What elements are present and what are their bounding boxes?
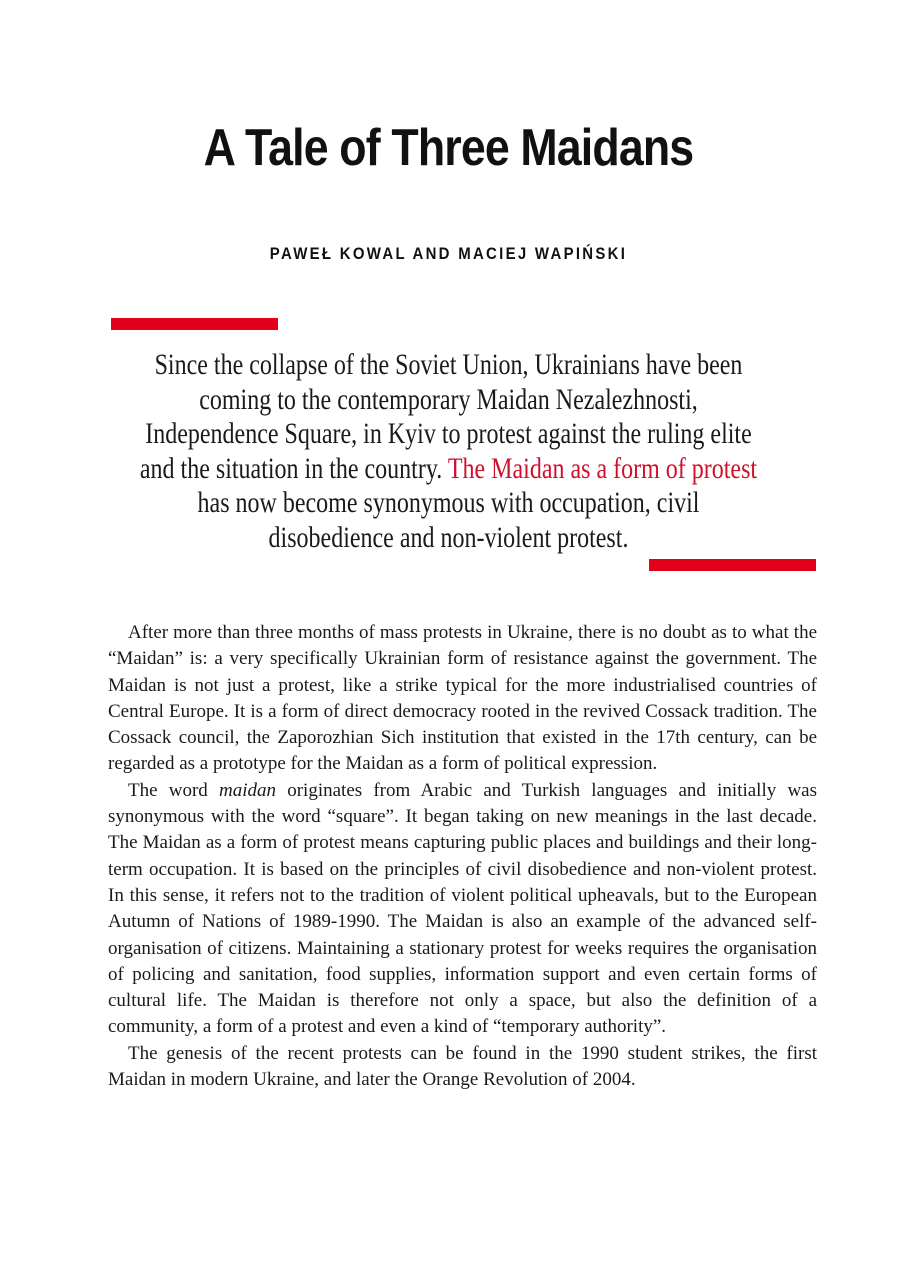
body-paragraph-2 (108, 778, 817, 1041)
body-paragraph-2-italic: maidan (219, 779, 277, 801)
article-authors: PAWEŁ KOWAL AND MACIEJ WAPIŃSKI (269, 244, 628, 263)
decorative-rule-bottom (649, 559, 816, 571)
lead-text-before: Since the collapse of the Soviet Union, Ukrainians have been coming to the contemporary Maidan Nezalezhnosti, Independence Square, in Kyiv to protest against the ruling elite and the situation in the country. (139, 348, 752, 485)
decorative-rule-top (111, 318, 278, 330)
lead-highlight: The Maidan as a form of protest (447, 451, 758, 485)
article-title: A Tale of Three Maidans (203, 119, 694, 177)
body-paragraph-2-rest: originates from Arabic and Turkish languages and initially was synonymous with the word “square”. It began taking on new meanings in the last decade. The Maidan as a form of protest means capturing public places and buildings and their long-term occupation. It is based on the principles of civil disobedience and non-violent protest. In this sense, it refers not to the tradition of violent political upheavals, but to the European Autumn of Nations of 1989-1990. The Maidan is also an example of the advanced self-organisation of citizens. Maintaining a stationary protest for weeks requires the organisation of policing and sanitation, food supplies, information support and even certain forms of cultural life. The Maidan is therefore not only a space, but also the definition of a community, a form of a protest and even a kind of “temporary authority”. (108, 779, 817, 1038)
body-paragraph-3: The genesis of the recent protests can be found in the 1990 student strikes, the first Maidan in modern Ukraine, and later the Orange Revolution of 2004. (108, 1042, 817, 1091)
body-paragraph-2-start: The word (128, 779, 220, 801)
lead-paragraph (138, 348, 760, 556)
lead-text-after: has now become synonymous with occupation, civil disobedience and non-violent protest. (197, 486, 700, 554)
body-paragraph-1: After more than three months of mass protests in Ukraine, there is no doubt as to what the “Maidan” is: a very specifically Ukrainian form of resistance against the government. The Maidan is not just a protest, like a strike typical for the more industrialised countries of Central Europe. It is a form of direct democracy rooted in the revived Cossack tradition. The Cossack council, the Zaporozhian Sich institution that existed in the 17th century, can be regarded as a prototype for the Maidan as a form of political expression. (108, 622, 817, 775)
article-body (108, 620, 817, 1093)
